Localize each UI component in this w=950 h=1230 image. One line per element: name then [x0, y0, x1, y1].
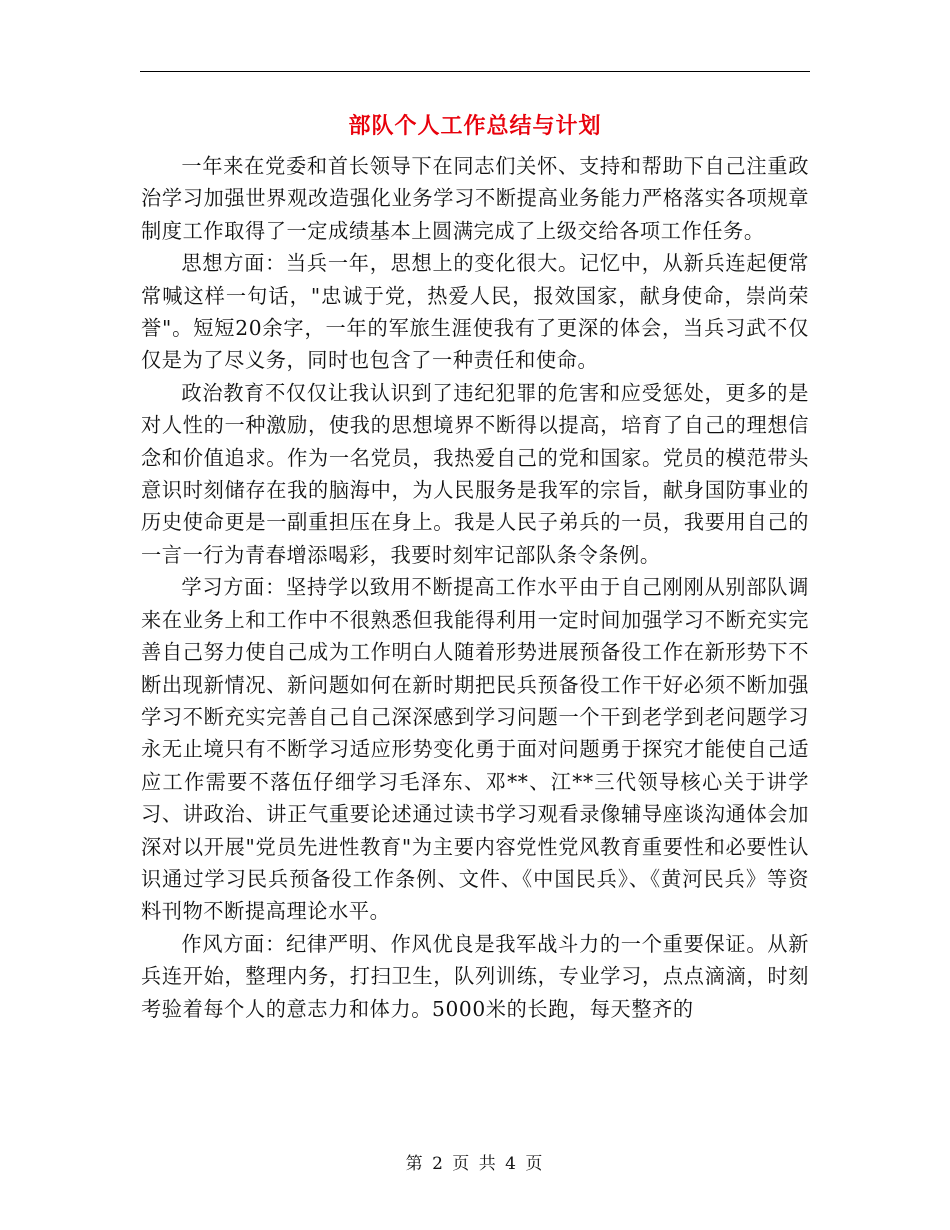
page-footer: 第 2 页 共 4 页 [405, 1154, 545, 1174]
paragraph-style: 作风方面：纪律严明、作风优良是我军战斗力的一个重要保证。从新兵连开始，整理内务，打扫卫生，队列训练，专业学习，点点滴滴，时刻考验着每个人的意志力和体力。5000米的长跑，每天整齐的 [141, 931, 809, 1021]
document-body [141, 150, 809, 1025]
paragraph-intro: 一年来在党委和首长领导下在同志们关怀、支持和帮助下自己注重政治学习加强世界观改造强化业务学习不断提高业务能力严格落实各项规章制度工作取得了一定成绩基本上圆满完成了上级交给各项工作任务。 [141, 154, 809, 243]
document-title: 部队个人工作总结与计划 [348, 113, 602, 139]
paragraph-thought: 思想方面：当兵一年，思想上的变化很大。记忆中，从新兵连起便常常喊这样一句话，"忠诚于党，热爱人民，报效国家，献身使命，崇尚荣誉"。短短20余字，一年的军旅生涯使我有了更深的体会，当兵习武不仅仅是为了尽义务，同时也包含了一种责任和使命。 [141, 251, 809, 373]
header-rule [140, 71, 810, 72]
paragraph-political-education: 政治教育不仅仅让我认识到了违纪犯罪的危害和应受惩处，更多的是对人性的一种激励，使我的思想境界不断得以提高，培育了自己的理想信念和价值追求。作为一名党员，我热爱自己的党和国家。党员的模范带头意识时刻储存在我的脑海中，为人民服务是我军的宗旨，献身国防事业的历史使命更是一副重担压在身上。我是人民子弟兵的一员，我要用自己的一言一行为青春增添喝彩，我要时刻牢记部队条令条例。 [141, 380, 809, 567]
paragraph-study: 学习方面：坚持学以致用不断提高工作水平由于自己刚刚从别部队调来在业务上和工作中不很熟悉但我能得利用一定时间加强学习不断充实完善自己努力使自己成为工作明白人随着形势进展预备役工作在新形势下不断出现新情况、新问题如何在新时期把民兵预备役工作干好必须不断加强学习不断充实完善自己自己深深感到学习问题一个干到老学到老问题学习永无止境只有不断学习适应形势变化勇于面对问题勇于探究才能使自己适应工作需要不落伍仔细学习毛泽东、邓**、江**三代领导核心关于讲学习、讲政治、讲正气重要论述通过读书学习观看录像辅导座谈沟通体会加深对以开展"党员先进性教育"为主要内容党性党风教育重要性和必要性认识通过学习民兵预备役工作条例、文件、《中国民兵》、《黄河民兵》等资料刊物不断提高理论水平。 [141, 575, 809, 924]
